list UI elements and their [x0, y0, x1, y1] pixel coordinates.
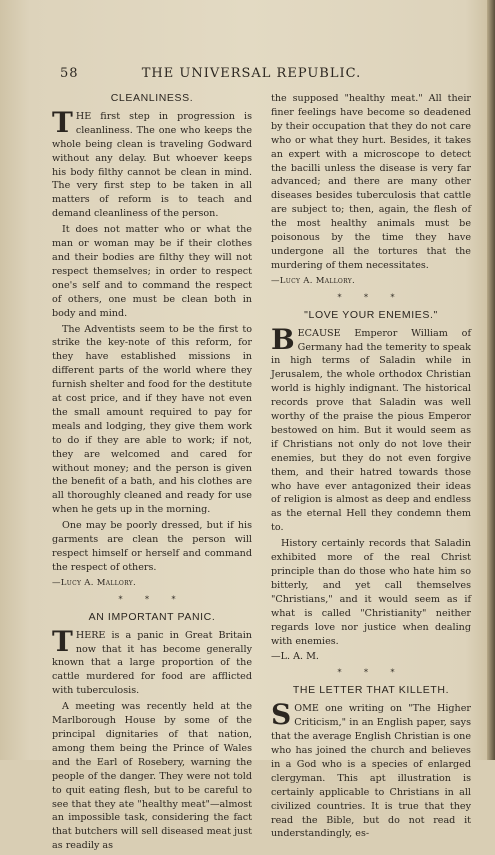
paragraph: [271, 698, 471, 841]
signature: —Lucy A. Mallory.: [52, 577, 137, 588]
paragraph: A meeting was recently held at the Marlborough House by some of the principal dignitaries of that nation, among them being the Prince of Wales and the Earl of Rosebery, warning the people of the danger. They were not told to quit eating flesh, but to be careful to see that they ate "healthy meat"—almost an impossible task, considering the fact that butchers will sell diseased meat just as readily as: [52, 701, 252, 852]
article-heading-letter-that-killeth: THE LETTER THAT KILLETH.: [292, 684, 450, 697]
drop-cap: T: [52, 105, 73, 139]
page-edge: [487, 0, 495, 760]
paragraph: History certainly records that Saladin exhibited more of the real Christ principle than do those who hate him so bitterly, and yet call themselves "Christians," and it would seem as if what is called "Christianity" neither regards love nor justice when dealing with enemies.: [271, 538, 471, 647]
left-column: [52, 92, 252, 855]
section-divider-stars: * * *: [118, 594, 186, 604]
paragraph: the supposed "healthy meat." All their finer feelings have become so deadened by their occupation that they do not care who or what they hurt. Besides, it takes an expert with a microscope to detect the bacilli unless the disease is very far advanced; and there are many other diseases besides tuberculosis that cattle are subject to; then, again, the flesh of the most healthy animals must be poisonous by the time they have undergone all the tortures that the murdering of them necessitates.: [271, 93, 471, 271]
paragraph: [271, 322, 471, 536]
paragraph: One may be poorly dressed, but if his garments are clean the person will respect himself or herself and command the respect of others.: [52, 520, 252, 573]
right-column: [271, 92, 471, 843]
paragraph: [52, 105, 252, 221]
article-heading-cleanliness: CLEANLINESS.: [110, 92, 194, 104]
drop-cap: B: [271, 322, 295, 356]
drop-cap: T: [52, 624, 73, 658]
paragraph: The Adventists seem to be the first to strike the key-note of this reform, for they have established missions in different parts of the world where they furnish shelter and food for the destitute at cost price, and if they have not even the small amount required to pay for meals and lodging, they give them work to do if they are able to work; if not, they are welcomed and cared for without money; and the person is given the benefit of a bath, and his clothes are all thoroughly cleaned and ready for use when he gets up in the morning.: [52, 323, 252, 516]
drop-cap: S: [271, 698, 292, 732]
paragraph: It does not matter who or what the man or woman may be if their clothes and their bodies are filthy they will not respect themselves; in order to respect one's self and to command the respect of others, one must be clean both in body and mind.: [52, 224, 252, 319]
section-divider-stars: * * *: [337, 292, 405, 302]
article-heading-panic: AN IMPORTANT PANIC.: [88, 610, 216, 623]
article-heading-love-your-enemies: "LOVE YOUR ENEMIES.": [304, 308, 438, 321]
paragraph-text: HE first step in progression is cleanliness. The one who keeps the whole being clean is traveling Godward without any delay. But whoever keeps his body filthy cannot be clean in mind. The very first step to be taken in all matters of reform is to teach and demand cleanliness of the person.: [52, 110, 252, 220]
section-divider-stars: * * *: [337, 668, 405, 678]
paragraph: [52, 624, 252, 699]
page-number: 58: [60, 66, 79, 81]
paragraph-text: HERE is a panic in Great Britain now that it has become generally known that a large proportion of the cattle murdered for food are afflicted with tuberculosis.: [52, 629, 252, 697]
signature: —Lucy A. Mallory.: [271, 275, 356, 286]
journal-title: THE UNIVERSAL REPUBLIC.: [141, 66, 362, 81]
signature: —L. A. M.: [271, 651, 319, 663]
paragraph-text: OME one writing on "The Higher Criticism," in an English paper, says that the average English Christian is one who has joined the church and believes in a God who is a species of enlarged clergyman. This apt illustration is certainly applicable to Christians in all civilized countries. It is true that they read the Bible, but do not read it understandingly, es-: [271, 703, 471, 840]
paragraph-text: ECAUSE Emperor William of Germany had the temerity to speak in high terms of Saladin while in Jerusalem, the whole orthodox Christian world is highly indignant. The historical records prove that Saladin was well worthy of the praise the pious Emperor bestowed on him. But it would seem as if Christians not only do not love their enemies, but they do not even forgive them, and their hatred towards those who have ever antagonized their ideas of religion is almost as deep and endless as the eternal Hell they condemn them to.: [271, 327, 471, 534]
page-header: [60, 66, 443, 82]
